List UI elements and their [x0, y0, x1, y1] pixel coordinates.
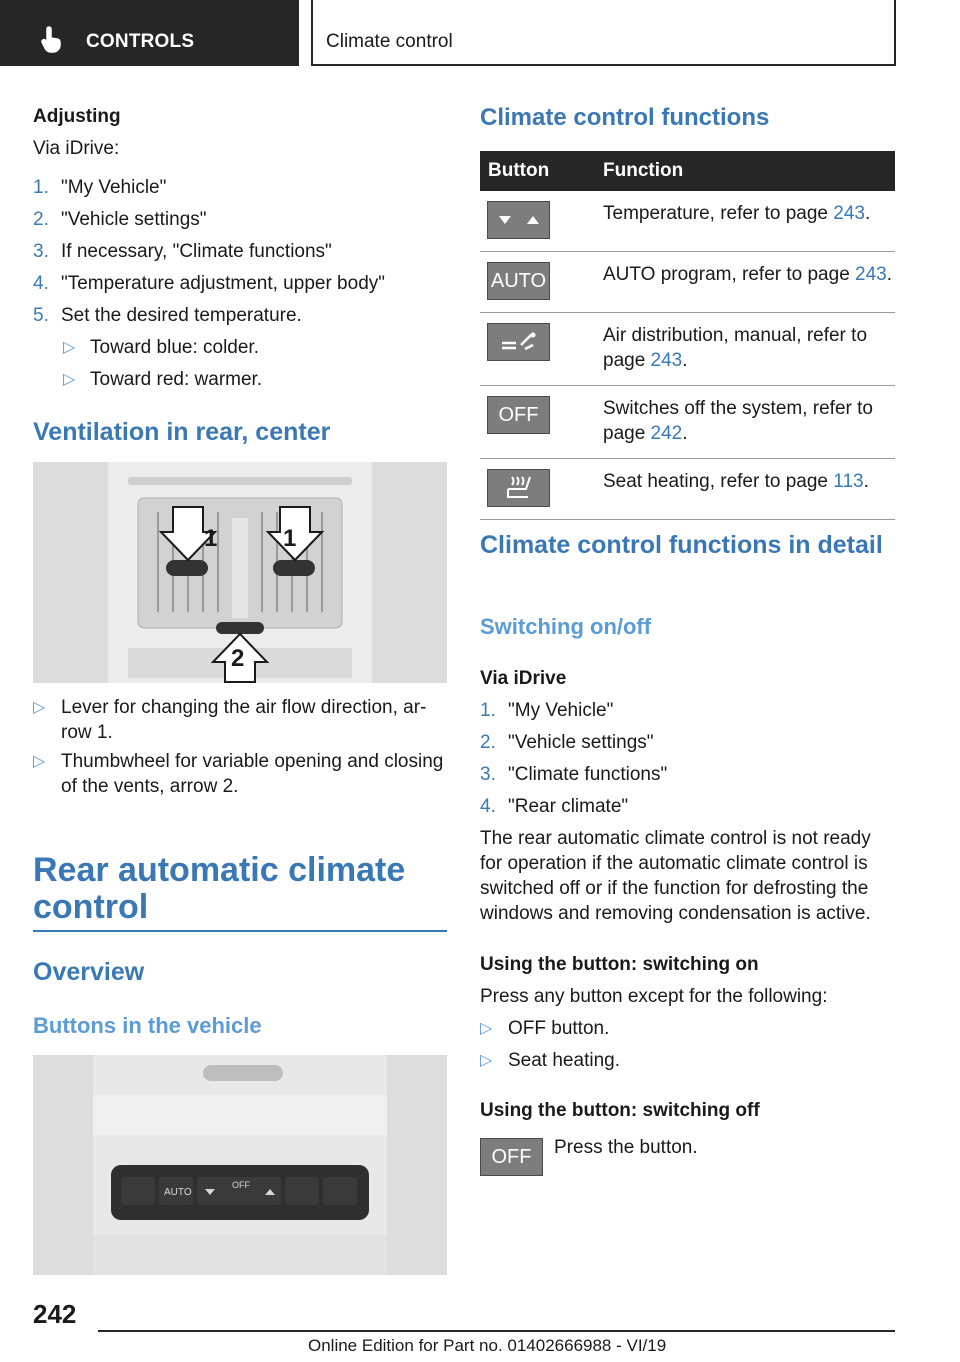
air-distribution-icon: [487, 323, 550, 361]
panel-off-label: OFF: [232, 1180, 250, 1190]
rear-climate-heading: Rear automatic climate control: [33, 851, 406, 926]
adjusting-title: Adjusting: [33, 106, 121, 127]
list-item: ▷ Toward red: warmer.: [63, 369, 263, 390]
arrow-label-1b: 1: [283, 525, 297, 552]
auto-button-icon: AUTO: [487, 262, 550, 300]
detail-heading: Climate control functions in detail: [480, 531, 883, 559]
list-item: ▷ Thumbwheel for variable opening and closing of the vents, arrow 2.: [33, 751, 444, 797]
list-item: ▷ Lever for changing the air flow direction, ar-row 1.: [33, 697, 427, 743]
list-item: 2. "Vehicle settings": [33, 209, 207, 230]
list-item: 1. "My Vehicle": [33, 177, 167, 198]
list-item: 3. If necessary, "Climate functions": [33, 241, 332, 262]
page-link[interactable]: 113: [833, 471, 864, 492]
list-item: 2. "Vehicle settings": [480, 732, 654, 753]
page-link[interactable]: 243: [833, 203, 865, 224]
footer-edition: Online Edition for Part no. 01402666988 - VI/19: [308, 1336, 667, 1355]
list-item: 4. "Rear climate": [480, 796, 629, 817]
list-item: 3. "Climate functions": [480, 764, 668, 785]
buttons-heading: Buttons in the vehicle: [33, 1013, 262, 1038]
col-function-header: Function: [603, 151, 895, 191]
footer-rule: [98, 1330, 895, 1332]
page-link[interactable]: 243: [855, 264, 887, 285]
seat-heating-icon: [487, 469, 550, 507]
control-panel-illustration: [33, 1055, 447, 1275]
arrow-label-1: 1: [204, 525, 218, 552]
triangle-bullet-icon: ▷: [33, 699, 46, 716]
switch-on-text: Press any button except for the following:: [480, 986, 828, 1007]
overview-heading: Overview: [33, 958, 145, 986]
vent-bullets: [33, 695, 447, 806]
triangle-bullet-icon: ▷: [33, 753, 46, 770]
via-idrive-label-right: Via iDrive: [480, 668, 567, 689]
triangle-bullet-icon: ▷: [480, 1020, 493, 1037]
triangle-bullet-icon: ▷: [63, 371, 76, 388]
list-item: 5. Set the desired temperature.: [33, 305, 302, 326]
page-link[interactable]: 243: [650, 350, 683, 371]
off-button-icon: OFF: [487, 396, 550, 434]
switch-on-heading: Using the button: switching on: [480, 954, 759, 975]
rear-vent-illustration: [33, 462, 447, 683]
temperature-substeps: [33, 335, 447, 399]
section-label: CONTROLS: [86, 31, 195, 52]
panel-auto-label: AUTO: [164, 1187, 192, 1198]
arrow-label-2: 2: [231, 645, 245, 672]
list-item: 1. "My Vehicle": [480, 700, 614, 721]
adjust-steps: [33, 175, 447, 335]
table-row: AUTO AUTO program, refer to page 243.: [480, 252, 895, 313]
via-idrive-label: Via iDrive:: [33, 138, 120, 159]
page-link[interactable]: 242: [650, 423, 683, 444]
table-row: Air distribution, manual, refer to page 243.: [480, 313, 895, 386]
hand-pointer-icon: [38, 26, 66, 54]
heading-rule: [33, 930, 447, 932]
list-item: ▷ Toward blue: colder.: [63, 337, 259, 358]
chapter-title: Climate control: [326, 31, 453, 52]
triangle-bullet-icon: ▷: [480, 1052, 493, 1069]
switching-heading: Switching on/off: [480, 614, 652, 639]
page-number: 242: [33, 1299, 77, 1329]
switch-off-text: Press the button.: [554, 1137, 698, 1158]
header-title-box: [311, 0, 896, 66]
table-row: OFF Switches off the system, refer to page 242.: [480, 386, 895, 459]
switch-off-heading: Using the button: switching off: [480, 1100, 760, 1121]
list-item: ▷ Seat heating.: [480, 1050, 620, 1071]
functions-table: [480, 151, 895, 520]
temperature-arrows-icon: [487, 201, 550, 239]
switching-steps: [480, 698, 895, 826]
list-item: 4. "Temperature adjustment, upper body": [33, 273, 386, 294]
functions-heading: Climate control functions: [480, 104, 770, 131]
off-button-icon: OFF: [480, 1138, 543, 1176]
triangle-bullet-icon: ▷: [63, 339, 76, 356]
switch-on-exceptions: [480, 1016, 895, 1080]
table-row: Seat heating, refer to page 113.: [480, 459, 895, 520]
header-section-tab: [0, 0, 299, 66]
rear-climate-paragraph: The rear automatic climate control is not ready for operation if the automatic climate control is switched off or if the function for defrosting the windows and removing condensation is active.: [480, 828, 871, 924]
col-button-header: Button: [480, 151, 603, 191]
list-item: ▷ OFF button.: [480, 1018, 610, 1039]
table-row: Temperature, refer to page 243.: [480, 191, 895, 252]
ventilation-heading: Ventilation in rear, center: [33, 418, 331, 446]
